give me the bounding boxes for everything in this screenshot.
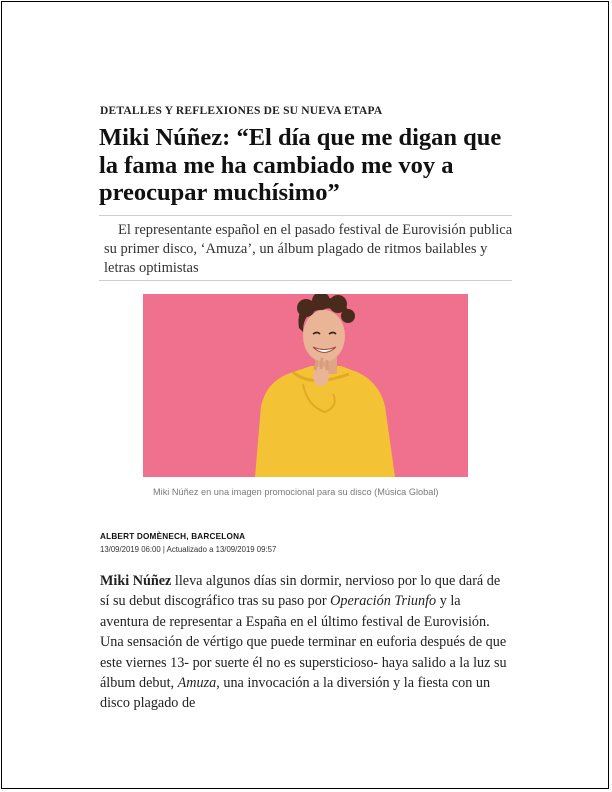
- album-title: Amuza: [177, 675, 217, 692]
- article-subtitle: El representante español en el pasado festival de Eurovisión publica su primer disco, ‘Amuza’, un álbum plagado de ritmos bailables y letras optimistas: [104, 222, 513, 276]
- publish-dates: 13/09/2019 06:00 | Actualizado a 13/09/2019 09:57: [100, 545, 277, 554]
- lead-name: Miki Núñez: [100, 573, 172, 589]
- show-title: Operación Triunfo: [330, 593, 437, 610]
- subtitle-divider-top: [99, 215, 512, 216]
- photo-caption: Miki Núñez en una imagen promocional para su disco (Música Global): [153, 487, 439, 497]
- article-photo: [143, 294, 468, 477]
- body-text-3: , una invocación a la diversión y la fiesta con un disco plagado de: [100, 675, 491, 712]
- author-byline: ALBERT DOMÈNECH, BARCELONA: [100, 532, 246, 541]
- portrait-illustration: [143, 294, 468, 477]
- article-body: [100, 571, 510, 714]
- article-headline: Miki Núñez: “El día que me digan que la fama me ha cambiado me voy a preocupar muchísimo”: [99, 124, 502, 206]
- subtitle-divider-bottom: [99, 280, 512, 281]
- article-kicker: DETALLES Y REFLEXIONES DE SU NUEVA ETAPA: [100, 105, 383, 117]
- body-text-1: lleva algunos días sin dormir, nervioso por lo que dará de sí su debut discográfico tras su paso por: [100, 573, 501, 610]
- body-text-2: y la aventura de representar a España en el último festival de Eurovisión. Una sensación de vértigo que puede terminar en euforia después de que este viernes 13- por suerte él no es supersticioso- haya salido a la luz su álbum debut,: [100, 593, 507, 692]
